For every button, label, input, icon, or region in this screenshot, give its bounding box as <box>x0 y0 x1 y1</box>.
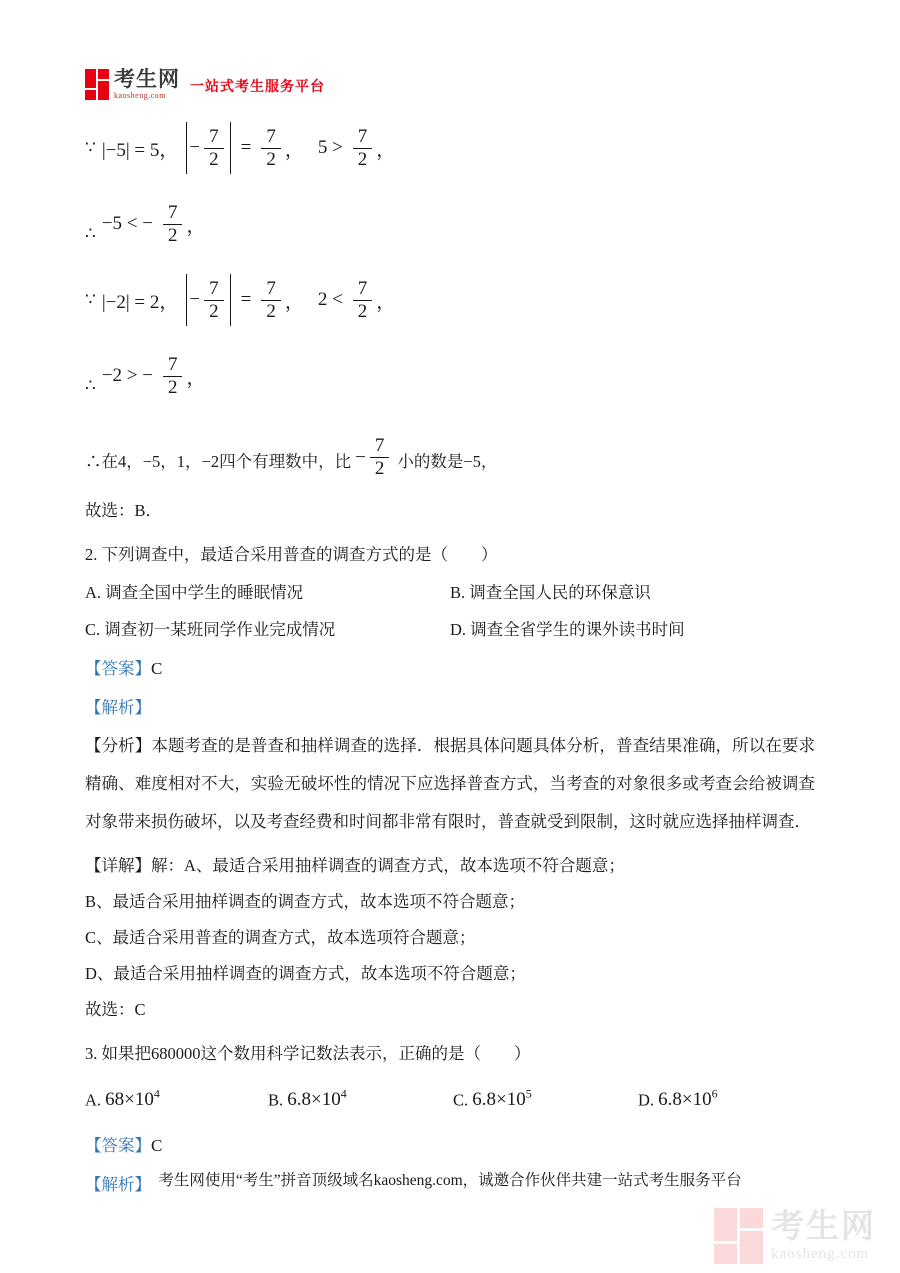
option-label: A. <box>85 583 102 602</box>
comma: ， <box>284 139 304 161</box>
option-formula: $6.8\times 10^4$ <box>287 1087 347 1111</box>
comma: ， <box>186 367 206 389</box>
fraction: $\frac{7}{2}$ <box>370 435 390 480</box>
kaosheng-watermark <box>714 1208 876 1264</box>
minus-sign: − <box>189 289 201 310</box>
option-text: 调查全国中学生的睡眠情况 <box>105 583 304 602</box>
site-header <box>85 56 815 100</box>
option-b <box>450 582 815 604</box>
fraction: $\frac{7}{2}$ <box>261 126 281 171</box>
option-formula: $68\times 10^4$ <box>105 1087 160 1111</box>
fraction: $\frac{7}{2}$ <box>204 126 224 171</box>
raised-fraction <box>355 435 393 480</box>
watermark-text: 考生网 <box>771 1208 876 1245</box>
option-d <box>450 619 815 641</box>
analysis-paragraph-q2: 【分析】本题考查的是普查和抽样调查的选择．根据具体问题具体分析，普查结果准确，所以在要求精确、难度相对不大，实验无破坏性的情况下应选择普查方式，当考查的对象很多或考查会给被调查对象带来损伤破坏，以及考查经费和时间都非常有限时，普查就受到限制，这时就应选择抽样调查． <box>85 736 815 831</box>
kaosheng-watermark-icon <box>714 1208 763 1264</box>
question-2-options <box>85 582 815 641</box>
answer-label: 【答案】 <box>85 659 151 678</box>
fraction: $\frac{7}{2}$ <box>353 278 373 323</box>
option-label: C. <box>453 1090 469 1110</box>
answer-label: 【答案】 <box>85 1136 151 1156</box>
math-text: |−5| = 5， <box>101 139 179 161</box>
detail-line: B、最适合采用抽样调查的调查方式，故本选项不符合题意； <box>85 892 526 911</box>
answer-line-q3 <box>85 1135 815 1157</box>
equals-sign: = <box>240 289 252 310</box>
exponent: 6 <box>711 1087 718 1101</box>
abs-bar <box>186 122 187 174</box>
page-footer <box>0 1168 900 1190</box>
minus-sign: − <box>189 137 201 158</box>
option-text: 调查全省学生的课外读书时间 <box>470 620 685 639</box>
comma: ， <box>376 139 396 161</box>
math-line-4 <box>85 348 815 404</box>
option-label: A. <box>85 1090 102 1110</box>
abs-bar <box>230 274 231 326</box>
fraction: $\frac{7}{2}$ <box>261 278 281 323</box>
option-text: 调查初一某班同学作业完成情况 <box>104 620 336 639</box>
option-label: B. <box>450 583 466 602</box>
math-line-1 <box>85 120 815 176</box>
math-text: −2 > − <box>101 365 153 386</box>
option-label: D. <box>450 620 467 639</box>
logo-text: 考生网 <box>114 67 180 91</box>
footer-text: 考生网使用“考生”拼音顶级域名kaosheng.com，诚邀合作伙伴共建一站式考生服务平台 <box>158 1172 742 1189</box>
option-a <box>85 1083 268 1111</box>
logo-domain: kaosheng.com <box>114 91 166 100</box>
math-text: |−2| = 2， <box>101 291 179 313</box>
option-d <box>638 1083 815 1111</box>
option-formula: $6.8\times 10^5$ <box>472 1087 532 1111</box>
exponent: 5 <box>525 1087 532 1101</box>
answer-line-q2 <box>85 658 815 680</box>
math-text: 2 < <box>317 289 343 310</box>
abs-bar <box>186 274 187 326</box>
math-text: −5 < − <box>101 213 153 234</box>
question-2-title: 2. 下列调查中，最适合采用普查的调查方式的是（ ） <box>85 545 498 564</box>
abs-bar <box>230 122 231 174</box>
minus-sign: − <box>355 446 366 468</box>
because-symbol: ∵ <box>85 290 96 309</box>
answer-choice-q2: 故选：C <box>85 1000 146 1019</box>
math-line-5 <box>85 424 815 480</box>
option-text: 调查全国人民的环保意识 <box>469 583 651 602</box>
kaosheng-logo-icon <box>85 69 109 100</box>
equals-sign: = <box>240 137 252 158</box>
option-label: D. <box>638 1090 655 1110</box>
option-label: C. <box>85 620 101 639</box>
option-c <box>85 619 450 641</box>
logo-tagline: 一站式考生服务平台 <box>190 80 325 95</box>
math-line-2 <box>85 196 815 252</box>
answer-value: C <box>151 659 163 678</box>
math-text: 5 > <box>317 137 343 158</box>
fraction: $\frac{7}{2}$ <box>353 126 373 171</box>
fraction: $\frac{7}{2}$ <box>163 354 183 399</box>
answer-value: C <box>151 1136 163 1156</box>
comma: ， <box>186 215 206 237</box>
jiexi-label-q3: 【解析】 <box>85 1175 151 1195</box>
fraction: $\frac{7}{2}$ <box>163 202 183 247</box>
because-symbol: ∵ <box>85 138 96 157</box>
kaosheng-logo <box>85 69 180 100</box>
therefore-symbol: ∴ <box>85 224 96 243</box>
comma: ， <box>284 291 304 313</box>
option-label: B. <box>268 1090 284 1110</box>
answer-choice-q1: 故选：B． <box>85 501 163 520</box>
comma: ， <box>376 291 396 313</box>
question-3-title: 3. 如果把680000这个数用科学记数法表示，正确的是（ ） <box>85 1044 531 1063</box>
detail-line: D、最适合采用抽样调查的调查方式，故本选项不符合题意； <box>85 964 526 983</box>
detail-line: 【详解】解：A、最适合采用抽样调查的调查方式，故本选项不符合题意； <box>85 856 625 875</box>
option-a <box>85 582 450 604</box>
watermark-domain: kaosheng.com <box>771 1245 870 1262</box>
option-c <box>453 1083 638 1111</box>
math-text: 小的数是−5， <box>397 452 498 471</box>
math-line-3 <box>85 272 815 328</box>
exponent: 4 <box>153 1087 160 1101</box>
fraction: $\frac{7}{2}$ <box>204 278 224 323</box>
detail-line: C、最适合采用普查的调查方式，故本选项符合题意； <box>85 928 476 947</box>
therefore-symbol: ∴ <box>85 376 96 395</box>
math-text: ∴在4，−5，1，−2四个有理数中，比 <box>85 452 352 471</box>
jiexi-label-q2: 【解析】 <box>85 698 151 717</box>
question-3-options <box>85 1083 815 1111</box>
option-b <box>268 1083 453 1111</box>
exponent: 4 <box>340 1087 347 1101</box>
option-formula: $6.8\times 10^6$ <box>658 1087 718 1111</box>
